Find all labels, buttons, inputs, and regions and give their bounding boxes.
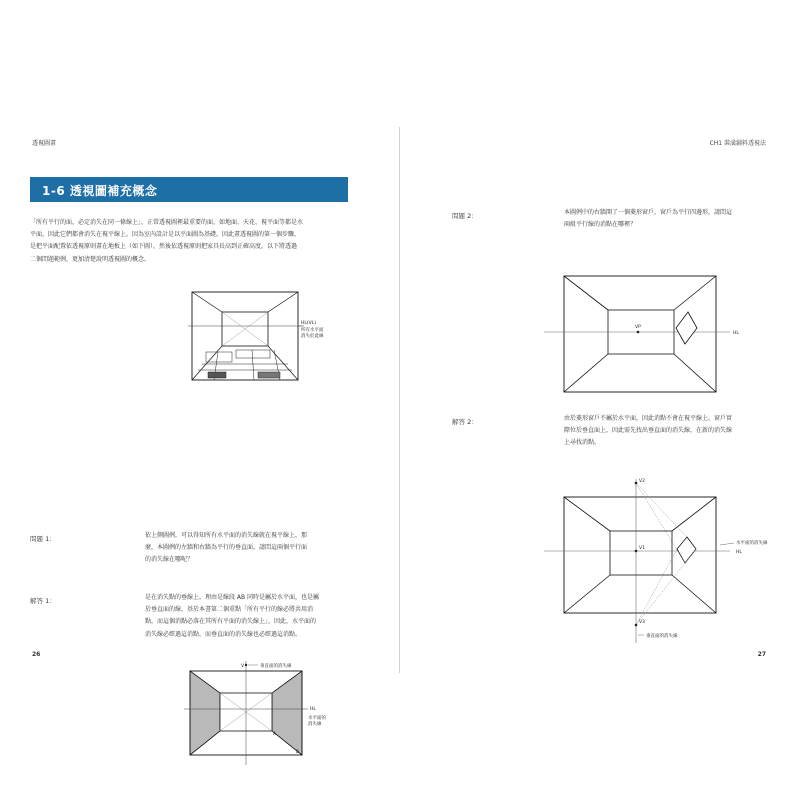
figure-diamond-window <box>540 272 750 397</box>
fig1-label-hl: HL(VL) <box>301 321 316 326</box>
fig4-label-hl: HL <box>736 550 742 555</box>
intro-line: 「所有平行的面，必定消失在同一條線上」，正常透視圖裡最重要的面，如地面、天花、視平面等都是水 <box>30 219 304 226</box>
fig3-label-vp: VP <box>635 325 641 330</box>
fig1-label-horizontal-planes: 所有水平面 <box>301 328 324 333</box>
section-title-bar <box>30 177 348 202</box>
a2-line: 際位於垂直面上，因此需先找出垂直面的消失線，在新的消失線 <box>564 427 733 435</box>
fig4-label-v1: V1 <box>639 546 645 551</box>
page-number-left: 26 <box>32 651 41 658</box>
a2-line: 由於菱形窗戶不屬於水平面，因此消點不會在視平線上。窗戶實 <box>564 415 733 422</box>
section-title: 1-6 透視圖補充概念 <box>42 184 158 198</box>
fig2-label-vertical-vanish: 垂直面的消失線 <box>260 664 292 669</box>
a1-line: 是在消失點的垂線上。理由是線段 AB 同時是屬於水平面，也是屬 <box>145 594 320 601</box>
fig2-label-v: V <box>241 664 245 669</box>
question-2-text <box>564 207 774 231</box>
answer-2-label: 解答 2： <box>452 418 478 426</box>
q2-line: 兩組平行線的消點在哪裡？ <box>564 221 637 229</box>
a2-line: 上尋找消點。 <box>564 439 601 447</box>
a1-line: 消失線必經過這消點，而垂直面的消失線也必經過這消點。 <box>145 630 302 638</box>
intro-line: 二個問題範例，更加清楚說明透視圖的概念。 <box>30 255 151 263</box>
question-1-text <box>145 530 355 567</box>
q1-line: 的消失線在哪呢？ <box>145 556 194 564</box>
fig2-label-b: B <box>296 750 300 755</box>
fig2-label-hl: HL <box>310 707 316 712</box>
fig4-label-v3: V3 <box>639 620 645 625</box>
q1-line: 依上側圖例，可以得知所有水平面的消失線就在視平線上，那 <box>145 532 308 539</box>
q1-line: 麼，本圖例的左牆和右牆為平行的垂直面，請問這兩個平行面 <box>145 544 308 552</box>
running-header-left: 透視圖畫 <box>32 140 57 147</box>
fig2-label-horizontal: 水平面的 <box>308 716 326 721</box>
page-number-right: 27 <box>757 651 766 658</box>
a1-line: 點，而這個消點必落在其所有平面的消失線上」，因此，水平面的 <box>145 618 317 626</box>
answer-2-text <box>564 413 774 450</box>
book-spread <box>0 127 800 755</box>
answer-1-text <box>145 592 355 641</box>
fig4-label-v2: V2 <box>639 479 645 484</box>
intro-line: 是把平面配置依透視原則畫在地板上（如下圖），然後依透視原則把家具長高到正確高度。以下將透過 <box>30 243 298 251</box>
question-2-label: 問題 2： <box>452 212 478 220</box>
answer-1-label: 解答 1： <box>30 597 56 605</box>
fig3-label-hl: HL <box>733 331 739 336</box>
fig4-label-horizontal-vanish: 水平面的消失線 <box>736 541 768 546</box>
q2-line: 本圖例中的右牆開了一個菱形窗戶，窗戶為平行四邊形，請問這 <box>564 209 733 216</box>
fig2-label-vanish: 消失線 <box>308 722 322 727</box>
left-page <box>0 127 399 755</box>
right-page <box>400 127 800 673</box>
figure-vertical-vanish-line <box>184 659 344 769</box>
figure-floor-plan-perspective <box>188 290 338 385</box>
question-1-label: 問題 1： <box>30 535 56 543</box>
fig4-label-vertical-vanish: 垂直面的消失線 <box>646 634 678 639</box>
a1-line: 於垂直面的線，基於本書第二個重點「所有平行的線必將共用消 <box>145 606 314 614</box>
intro-line: 平面，因此它們都會消失在視平線上。因為室內設計是以平面圖為基礎，因此畫透視圖的第一個步驟， <box>30 231 301 239</box>
intro-paragraph <box>30 217 348 266</box>
running-header-right: CH1 裝潢鋪料透視法 <box>709 140 766 147</box>
figure-diamond-window-solution <box>540 475 780 645</box>
fig1-label-vanish-line: 消失於此線 <box>301 334 324 339</box>
fig2-label-a: A <box>273 732 277 737</box>
